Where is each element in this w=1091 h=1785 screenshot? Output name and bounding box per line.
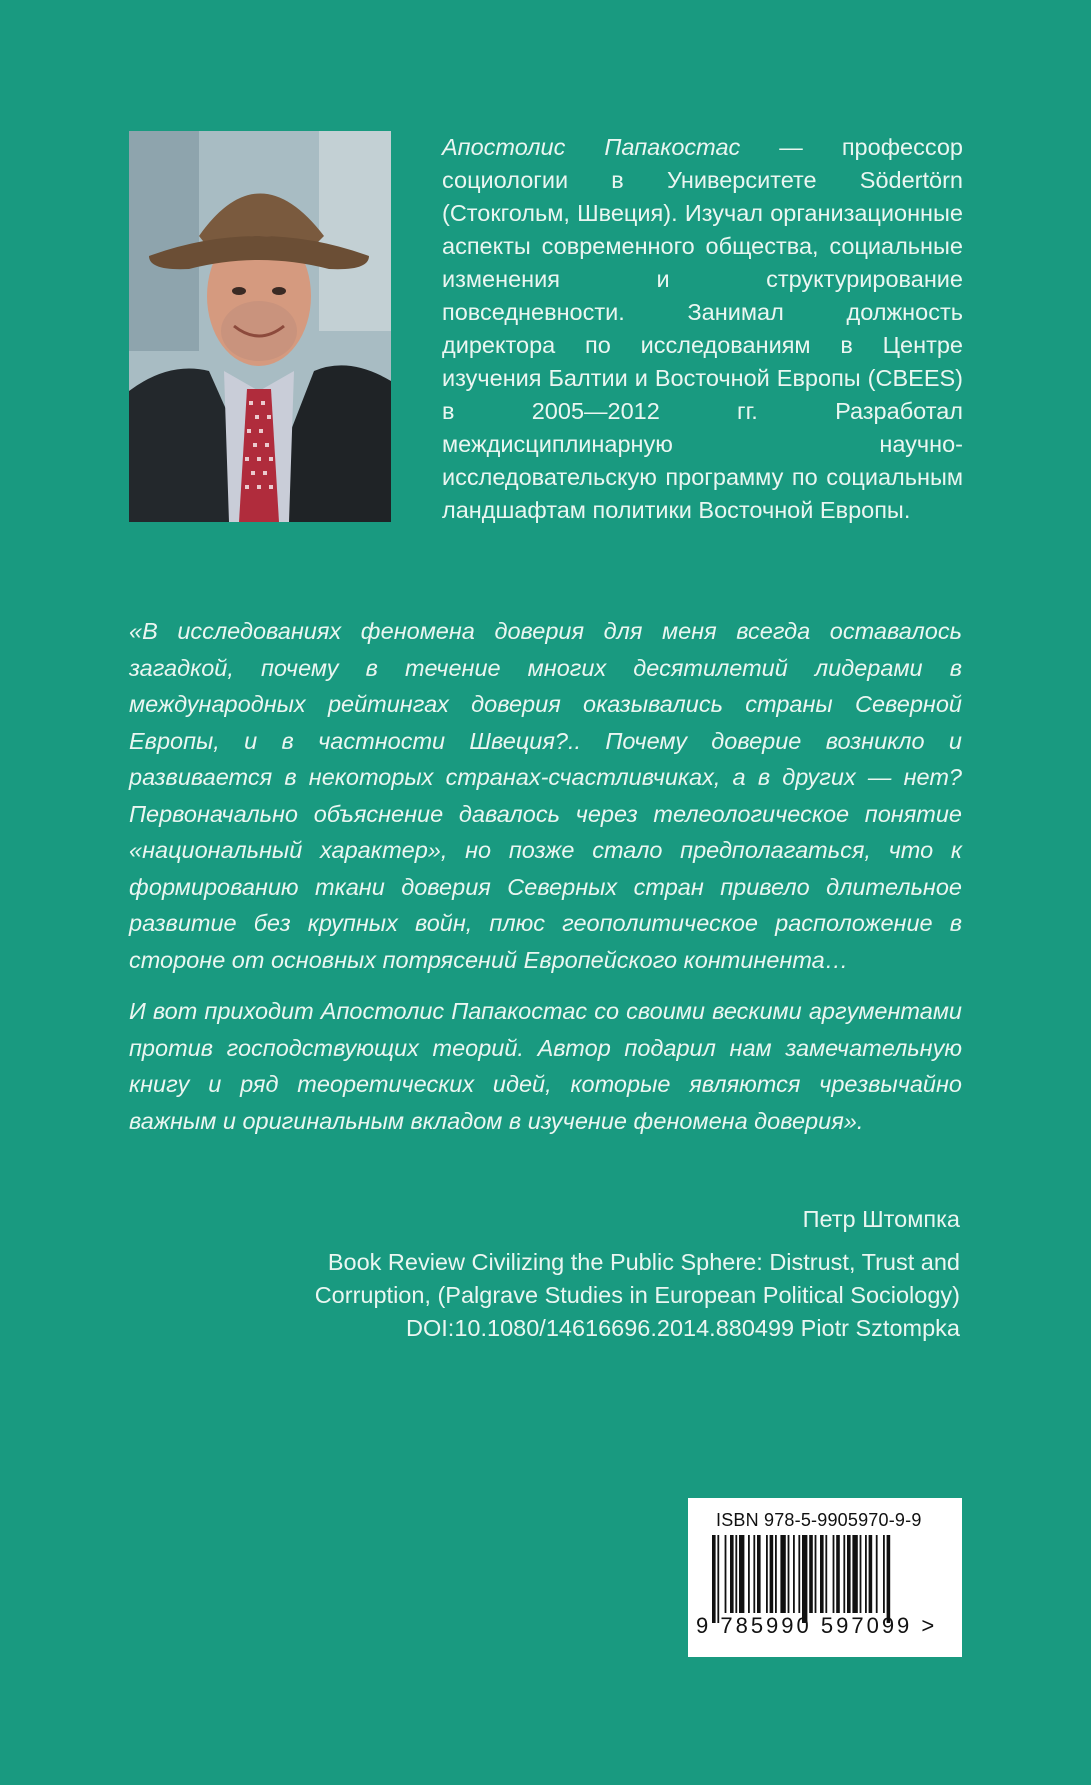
barcode-bar — [833, 1535, 835, 1613]
barcode-bar — [809, 1535, 813, 1613]
quote-paragraph-1: «В исследованиях феномена доверия для меня всегда оставалось загадкой, почему в течение многих десятилетий лидерами в международных рейтингах доверия оказывались страны Северной Европы, и в частности Швеция?.. Почему доверие возникло и развивается в некоторых странах-счастливчиках, а в других — нет? Первоначально объяснение давалось через телеологическое понятие «национальный характер», но позже стало предполагаться, что к формированию ткани доверия Северных стран привело длительное развитие без крупных войн, плюс геополитическое расположение в стороне от основных потрясений Европейского континента… — [129, 618, 962, 973]
author-name: Апостолис Папакостас — [442, 134, 741, 160]
barcode-bar — [802, 1535, 807, 1623]
isbn-label: ISBN 978-5-9905970-9-9 — [716, 1510, 922, 1530]
barcode-bar — [717, 1535, 719, 1623]
isbn-barcode — [688, 1498, 962, 1657]
barcode-bar — [739, 1535, 744, 1613]
quote-attribution — [200, 1203, 960, 1345]
author-bio — [442, 131, 963, 527]
barcode-bar — [775, 1535, 777, 1613]
author-bio-text: — профессор социологии в Университете Södertörn (Стокгольм, Швеция). Изучал организационные аспекты современного общества, социальные изменения и структурирование повседневности. Занимал должность директора по исследованиям в Центре изучения Балтии и Восточной Европы (CBEES) в 2005—2012 гг. Разработал междисциплинарную научно-исследовательскую программу по социальным ландшафтам политики Восточной Европы. — [442, 134, 964, 523]
barcode-bar — [793, 1535, 795, 1613]
barcode-bar — [725, 1535, 727, 1613]
attribution-source-line-2: Corruption, (Palgrave Studies in European Political Sociology) — [314, 1282, 960, 1308]
barcode-bar — [770, 1535, 774, 1613]
barcode-bar — [836, 1535, 840, 1613]
barcode-bar — [712, 1535, 716, 1623]
quote-paragraph-2: И вот приходит Апостолис Папакостас со своими вескими аргументами против господствующих теорий. Автор подарил нам замечательную книгу и ряд теоретических идей, которые являются чрезвычайно важным и оригинальным вкладом в изучение феномена доверия». — [129, 998, 962, 1134]
barcode-bar — [735, 1535, 737, 1613]
author-photo — [129, 131, 391, 522]
barcode-bar — [883, 1535, 885, 1613]
barcode-bar — [876, 1535, 878, 1613]
barcode-bar — [860, 1535, 862, 1613]
barcode-bar — [865, 1535, 867, 1613]
barcode-bar — [798, 1535, 800, 1613]
barcode-bar — [753, 1535, 755, 1613]
barcode-bar — [757, 1535, 761, 1613]
attribution-source-line-1: Book Review Civilizing the Public Sphere: Distrust, Trust and — [327, 1249, 960, 1275]
barcode-bar — [780, 1535, 785, 1613]
barcode-bar — [869, 1535, 873, 1613]
barcode-bar — [825, 1535, 827, 1613]
barcode-bar — [788, 1535, 790, 1613]
barcode-digits: 9 785990 597099 > — [696, 1613, 938, 1638]
barcode-bar — [815, 1535, 817, 1613]
author-portrait-image — [129, 131, 391, 522]
attribution-source-line-3: DOI:10.1080/14616696.2014.880499 Piotr Sztompka — [406, 1315, 960, 1341]
attribution-author: Петр Штомпка — [802, 1206, 960, 1232]
barcode-bar — [748, 1535, 750, 1613]
barcode-bar — [766, 1535, 768, 1613]
barcode-bar — [820, 1535, 824, 1613]
barcode-bar — [887, 1535, 891, 1623]
barcode-bar — [843, 1535, 845, 1613]
barcode-bar — [852, 1535, 857, 1613]
review-quote — [129, 613, 962, 1154]
barcode-bar — [730, 1535, 734, 1613]
barcode-bar — [847, 1535, 851, 1613]
